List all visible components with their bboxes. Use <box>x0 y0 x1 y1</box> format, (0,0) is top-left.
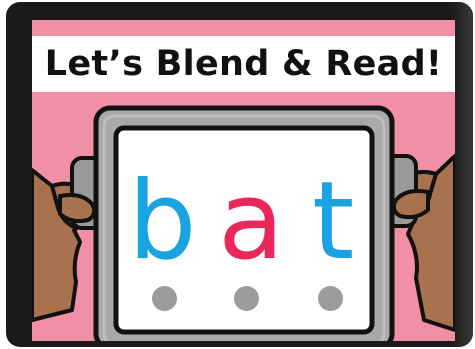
device-frame <box>6 2 473 347</box>
sound-dot-icon[interactable] <box>318 286 343 311</box>
lesson-screen <box>32 20 455 341</box>
page-title: Let’s Blend & Read! <box>44 44 443 84</box>
sound-dot-icon[interactable] <box>152 286 177 311</box>
sound-dot-icon[interactable] <box>234 286 259 311</box>
letter-a[interactable]: a <box>218 159 285 284</box>
letter-b[interactable]: b <box>128 159 197 284</box>
word-display <box>100 159 388 284</box>
letter-t[interactable]: t <box>312 159 355 284</box>
